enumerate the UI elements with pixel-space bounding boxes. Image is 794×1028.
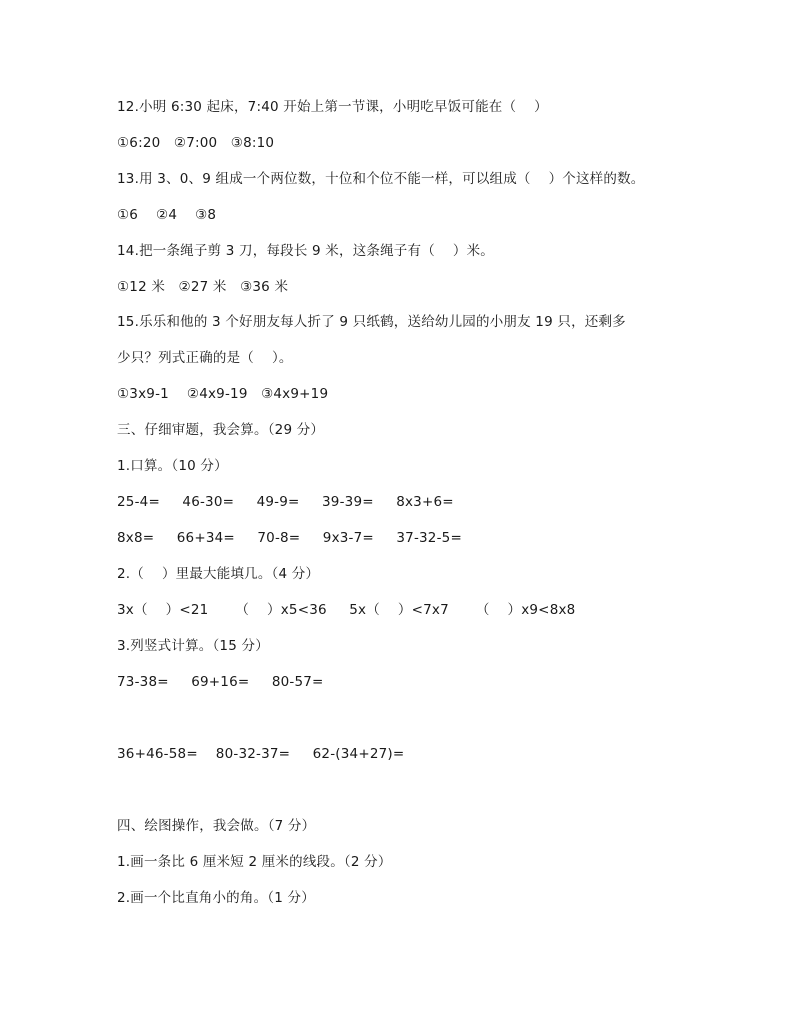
question-14-options: ①12 米 ②27 米 ③36 米 <box>117 279 289 295</box>
vertical-calc-row-2: 36+46-58= 80-32-37= 62-(34+27)= <box>117 746 405 762</box>
question-13: 13.用 3、0、9 组成一个两位数，十位和个位不能一样，可以组成（ ）个这样的数。 <box>117 171 645 187</box>
oral-calc-heading: 1.口算。（10 分） <box>117 458 228 474</box>
question-15-line-1: 15.乐乐和他的 3 个好朋友每人折了 9 只纸鹤，送给幼儿园的小朋友 19 只，还剩多 <box>117 314 626 330</box>
fill-max-heading: 2.（ ）里最大能填几。（4 分） <box>117 566 320 582</box>
section-3-heading: 三、仔细审题，我会算。（29 分） <box>117 422 325 438</box>
vertical-calc-heading: 3.列竖式计算。（15 分） <box>117 638 269 654</box>
oral-calc-row-1: 25-4= 46-30= 49-9= 39-39= 8x3+6= <box>117 494 454 510</box>
fill-max-row: 3x（ ）<21 （ ）x5<36 5x（ ）<7x7 （ ）x9<8x8 <box>117 602 576 618</box>
question-15-options: ①3x9-1 ②4x9-19 ③4x9+19 <box>117 386 329 402</box>
question-13-options: ①6 ②4 ③8 <box>117 207 217 223</box>
question-14: 14.把一条绳子剪 3 刀，每段长 9 米，这条绳子有（ ）米。 <box>117 243 494 259</box>
question-15-line-2: 少只？列式正确的是（ ）。 <box>117 350 293 366</box>
oral-calc-row-2: 8x8= 66+34= 70-8= 9x3-7= 37-32-5= <box>117 530 462 546</box>
question-12-options: ①6:20 ②7:00 ③8:10 <box>117 135 275 151</box>
drawing-task-1: 1.画一条比 6 厘米短 2 厘米的线段。（2 分） <box>117 854 392 870</box>
vertical-calc-row-1: 73-38= 69+16= 80-57= <box>117 674 324 690</box>
question-12: 12.小明 6:30 起床，7:40 开始上第一节课，小明吃早饭可能在（ ） <box>117 99 548 115</box>
section-4-heading: 四、绘图操作，我会做。（7 分） <box>117 818 316 834</box>
drawing-task-2: 2.画一个比直角小的角。（1 分） <box>117 890 315 906</box>
